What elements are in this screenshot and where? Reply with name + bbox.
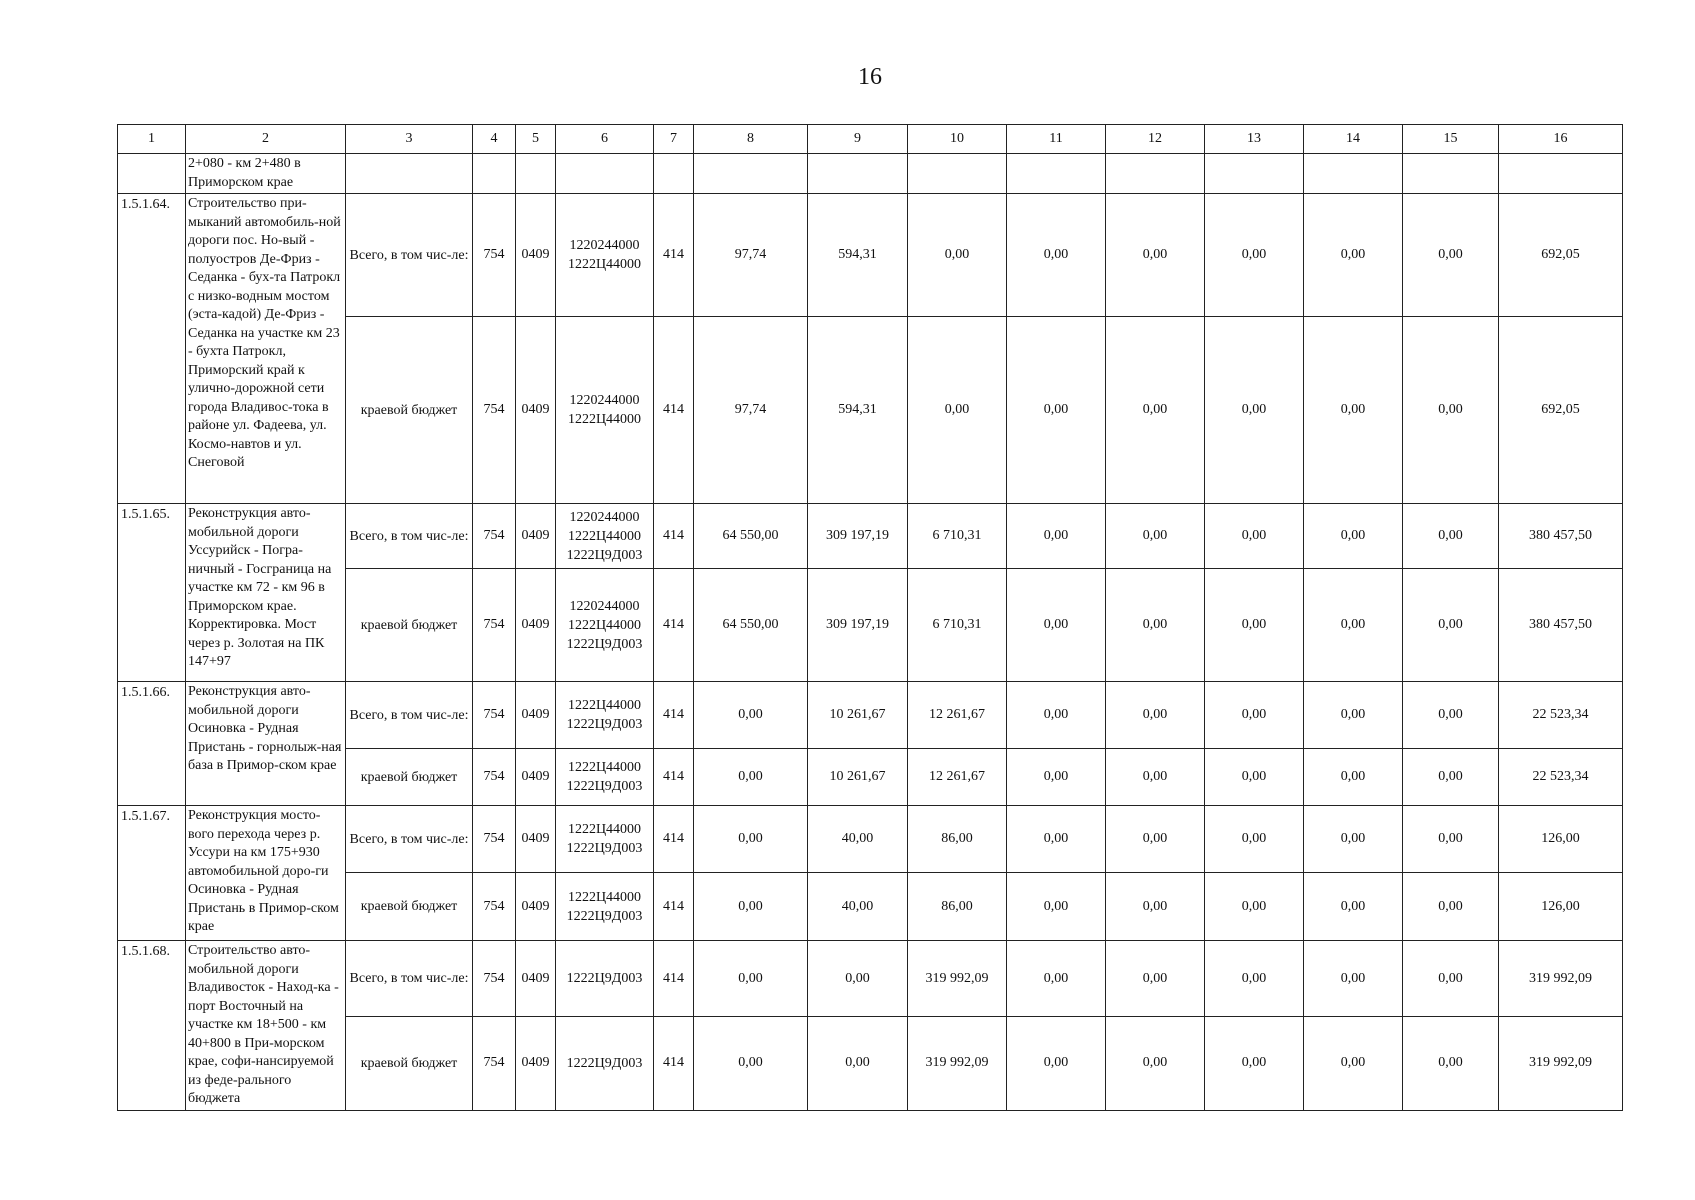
value-cell: 0,00 [1304, 1017, 1403, 1110]
kbk-code: 1222Ц9Д003 [566, 841, 643, 856]
funding-source: Всего, в том чис-ле: [346, 194, 473, 317]
kbk-code: 1220244000 [569, 238, 640, 253]
column-header: 15 [1403, 125, 1499, 154]
empty-cell [908, 154, 1007, 194]
value-cell: 0,00 [1106, 682, 1205, 749]
kbk-codes [556, 749, 654, 806]
kbk-code: 1222Ц9Д003 [566, 547, 643, 563]
value-cell: 0,00 [1007, 806, 1106, 873]
code-cell: 754 [473, 749, 516, 806]
value-cell: 0,00 [694, 941, 808, 1017]
code-cell: 0409 [516, 873, 556, 941]
page-number: 16 [858, 64, 882, 90]
value-cell: 319 992,09 [1499, 1017, 1623, 1110]
value-cell: 0,00 [1403, 682, 1499, 749]
code-cell: 0409 [516, 806, 556, 873]
value-cell: 0,00 [1007, 317, 1106, 504]
code-cell: 754 [473, 873, 516, 941]
kbk-code: 1222Ц9Д003 [566, 717, 643, 732]
kbk-codes [556, 941, 654, 1017]
code-cell: 754 [473, 1017, 516, 1110]
value-cell: 692,05 [1499, 317, 1623, 504]
kbk-code: 1220244000 [569, 509, 640, 525]
kbk-codes [556, 504, 654, 569]
value-cell: 692,05 [1499, 194, 1623, 317]
kbk-code: 1222Ц9Д003 [566, 971, 643, 987]
column-header: 4 [473, 125, 516, 154]
funding-source: краевой бюджет [346, 749, 473, 806]
value-cell: 0,00 [1403, 317, 1499, 504]
column-header: 1 [118, 125, 186, 154]
code-cell: 414 [654, 504, 694, 569]
kbk-code: 1222Ц9Д003 [566, 636, 643, 652]
value-cell: 64 550,00 [694, 569, 808, 682]
code-cell: 754 [473, 682, 516, 749]
value-cell: 0,00 [1304, 749, 1403, 806]
code-cell: 754 [473, 504, 516, 569]
empty-cell [118, 154, 186, 194]
value-cell: 0,00 [1304, 194, 1403, 317]
value-cell: 0,00 [694, 1017, 808, 1110]
value-cell: 0,00 [1205, 317, 1304, 504]
value-cell: 0,00 [1007, 682, 1106, 749]
object-name: 2+080 - км 2+480 в Приморском крае [186, 154, 346, 194]
code-cell: 0409 [516, 749, 556, 806]
value-cell: 0,00 [1007, 941, 1106, 1017]
kbk-code: 1222Ц9Д003 [566, 1055, 643, 1071]
empty-cell [473, 154, 516, 194]
value-cell: 0,00 [1205, 682, 1304, 749]
value-cell: 0,00 [1007, 194, 1106, 317]
kbk-codes [556, 806, 654, 873]
value-cell: 22 523,34 [1499, 749, 1623, 806]
value-cell: 0,00 [908, 317, 1007, 504]
column-header: 8 [694, 125, 808, 154]
empty-cell [346, 154, 473, 194]
value-cell: 0,00 [1403, 569, 1499, 682]
kbk-codes [556, 569, 654, 682]
value-cell: 319 992,09 [908, 941, 1007, 1017]
value-cell: 0,00 [1403, 941, 1499, 1017]
kbk-code: 1222Ц9Д003 [566, 908, 643, 924]
empty-cell [1499, 154, 1623, 194]
funding-source: краевой бюджет [346, 569, 473, 682]
value-cell: 97,74 [694, 317, 808, 504]
item-number: 1.5.1.65. [118, 504, 186, 682]
kbk-code: 1222Ц44000 [567, 822, 642, 837]
value-cell: 40,00 [808, 806, 908, 873]
continuation-row [118, 154, 1623, 194]
column-header: 6 [556, 125, 654, 154]
value-cell: 0,00 [808, 941, 908, 1017]
item-number: 1.5.1.66. [118, 682, 186, 806]
code-cell: 0409 [516, 194, 556, 317]
column-header: 16 [1499, 125, 1623, 154]
value-cell: 0,00 [1007, 504, 1106, 569]
column-header: 3 [346, 125, 473, 154]
value-cell: 0,00 [1403, 1017, 1499, 1110]
column-header: 14 [1304, 125, 1403, 154]
code-cell: 0409 [516, 317, 556, 504]
code-cell: 0409 [516, 941, 556, 1017]
value-cell: 380 457,50 [1499, 504, 1623, 569]
value-cell: 0,00 [694, 749, 808, 806]
kbk-codes [556, 682, 654, 749]
empty-cell [1304, 154, 1403, 194]
code-cell: 414 [654, 194, 694, 317]
value-cell: 0,00 [1304, 317, 1403, 504]
value-cell: 594,31 [808, 194, 908, 317]
value-cell: 0,00 [1403, 873, 1499, 941]
value-cell: 0,00 [1304, 941, 1403, 1017]
code-cell: 754 [473, 194, 516, 317]
kbk-codes [556, 317, 654, 504]
value-cell: 0,00 [1205, 194, 1304, 317]
kbk-codes [556, 873, 654, 941]
column-header: 2 [186, 125, 346, 154]
value-cell: 0,00 [1106, 806, 1205, 873]
value-cell: 309 197,19 [808, 504, 908, 569]
code-cell: 0409 [516, 569, 556, 682]
value-cell: 0,00 [1304, 873, 1403, 941]
kbk-codes [556, 194, 654, 317]
kbk-code: 1220244000 [569, 393, 640, 408]
value-cell: 22 523,34 [1499, 682, 1623, 749]
column-header: 5 [516, 125, 556, 154]
empty-cell [654, 154, 694, 194]
empty-cell [1007, 154, 1106, 194]
code-cell: 414 [654, 749, 694, 806]
value-cell: 0,00 [1106, 194, 1205, 317]
value-cell: 0,00 [1007, 873, 1106, 941]
value-cell: 6 710,31 [908, 569, 1007, 682]
code-cell: 0409 [516, 1017, 556, 1110]
code-cell: 754 [473, 806, 516, 873]
empty-cell [694, 154, 808, 194]
value-cell: 12 261,67 [908, 682, 1007, 749]
object-name: Реконструкция мосто-вого перехода через р. Уссури на км 175+930 автомобильной доро-ги Осиновка - Рудная Пристань в Примор-ском крае [186, 806, 346, 941]
value-cell: 0,00 [1304, 569, 1403, 682]
kbk-code: 1220244000 [569, 598, 640, 614]
value-cell: 0,00 [1106, 749, 1205, 806]
header-row [118, 125, 1623, 154]
value-cell: 0,00 [1304, 682, 1403, 749]
table-row [118, 806, 1623, 873]
empty-cell [516, 154, 556, 194]
column-header: 11 [1007, 125, 1106, 154]
column-header: 10 [908, 125, 1007, 154]
code-cell: 414 [654, 317, 694, 504]
column-header: 13 [1205, 125, 1304, 154]
value-cell: 0,00 [1304, 504, 1403, 569]
code-cell: 754 [473, 941, 516, 1017]
value-cell: 0,00 [694, 682, 808, 749]
value-cell: 10 261,67 [808, 749, 908, 806]
value-cell: 0,00 [1304, 806, 1403, 873]
item-number: 1.5.1.64. [118, 194, 186, 504]
value-cell: 0,00 [1106, 941, 1205, 1017]
value-cell: 10 261,67 [808, 682, 908, 749]
value-cell: 0,00 [1106, 504, 1205, 569]
code-cell: 0409 [516, 682, 556, 749]
table-row [118, 194, 1623, 317]
funding-source: Всего, в том чис-ле: [346, 504, 473, 569]
value-cell: 0,00 [1106, 569, 1205, 682]
value-cell: 0,00 [1007, 749, 1106, 806]
value-cell: 0,00 [808, 1017, 908, 1110]
object-name: Реконструкция авто-мобильной дороги Уссурийск - Погра-ничный - Госграница на участке км 72 - км 96 в Приморском крае. Корректировка. Мост через р. Золотая на ПК 147+97 [186, 504, 346, 682]
funding-source: краевой бюджет [346, 873, 473, 941]
value-cell: 0,00 [1106, 1017, 1205, 1110]
object-name: Строительство при-мыканий автомобиль-ной дороги пос. Но-вый - полуостров Де-Фриз - Седанка - бух-та Патрокл с низко-водным мостом (эста-кадой) Де-Фриз - Седанка на участке км 23 - бухта Патрокл, Приморский край к улично-дорожной сети города Владивос-тока в районе ул. Фадеева, ул. Космо-навтов и ул. Снеговой [186, 194, 346, 504]
item-number: 1.5.1.68. [118, 941, 186, 1111]
code-cell: 414 [654, 1017, 694, 1110]
value-cell: 319 992,09 [1499, 941, 1623, 1017]
value-cell: 86,00 [908, 873, 1007, 941]
kbk-code: 1222Ц44000 [567, 412, 642, 427]
column-header: 7 [654, 125, 694, 154]
empty-cell [556, 154, 654, 194]
code-cell: 754 [473, 569, 516, 682]
table-row [118, 504, 1623, 569]
code-cell: 414 [654, 873, 694, 941]
code-cell: 754 [473, 317, 516, 504]
value-cell: 309 197,19 [808, 569, 908, 682]
value-cell: 0,00 [1007, 569, 1106, 682]
object-name: Реконструкция авто-мобильной дороги Осиновка - Рудная Пристань - горнолыж-ная база в Примор-ском крае [186, 682, 346, 806]
funding-source: Всего, в том чис-ле: [346, 941, 473, 1017]
code-cell: 414 [654, 682, 694, 749]
object-name: Строительство авто-мобильной дороги Владивосток - Наход-ка - порт Восточный на участке км 18+500 - км 40+800 в При-морском крае, софи-нансируемой из феде-рального бюджета [186, 941, 346, 1111]
value-cell: 0,00 [1007, 1017, 1106, 1110]
value-cell: 0,00 [1205, 504, 1304, 569]
empty-cell [1106, 154, 1205, 194]
value-cell: 0,00 [1205, 873, 1304, 941]
kbk-code: 1222Ц44000 [567, 698, 642, 713]
kbk-code: 1222Ц44000 [567, 617, 642, 633]
value-cell: 0,00 [694, 873, 808, 941]
empty-cell [1403, 154, 1499, 194]
value-cell: 0,00 [1403, 806, 1499, 873]
kbk-code: 1222Ц44000 [567, 528, 642, 544]
value-cell: 0,00 [908, 194, 1007, 317]
table-row [118, 682, 1623, 749]
code-cell: 414 [654, 806, 694, 873]
code-cell: 414 [654, 941, 694, 1017]
value-cell: 0,00 [694, 806, 808, 873]
kbk-code: 1222Ц44000 [567, 760, 642, 775]
value-cell: 40,00 [808, 873, 908, 941]
empty-cell [808, 154, 908, 194]
value-cell: 0,00 [1205, 1017, 1304, 1110]
value-cell: 0,00 [1106, 317, 1205, 504]
item-number: 1.5.1.67. [118, 806, 186, 941]
value-cell: 594,31 [808, 317, 908, 504]
value-cell: 0,00 [1205, 749, 1304, 806]
code-cell: 414 [654, 569, 694, 682]
kbk-codes [556, 1017, 654, 1110]
value-cell: 0,00 [1205, 941, 1304, 1017]
value-cell: 64 550,00 [694, 504, 808, 569]
value-cell: 380 457,50 [1499, 569, 1623, 682]
funding-source: Всего, в том чис-ле: [346, 682, 473, 749]
value-cell: 86,00 [908, 806, 1007, 873]
column-header: 9 [808, 125, 908, 154]
kbk-code: 1222Ц9Д003 [566, 779, 643, 794]
kbk-code: 1222Ц44000 [567, 257, 642, 272]
column-header: 12 [1106, 125, 1205, 154]
value-cell: 0,00 [1403, 749, 1499, 806]
funding-source: краевой бюджет [346, 317, 473, 504]
funding-source: краевой бюджет [346, 1017, 473, 1110]
value-cell: 126,00 [1499, 873, 1623, 941]
value-cell: 97,74 [694, 194, 808, 317]
empty-cell [1205, 154, 1304, 194]
value-cell: 0,00 [1205, 569, 1304, 682]
value-cell: 6 710,31 [908, 504, 1007, 569]
value-cell: 319 992,09 [908, 1017, 1007, 1110]
code-cell: 0409 [516, 504, 556, 569]
kbk-code: 1222Ц44000 [567, 889, 642, 905]
budget-table [117, 124, 1623, 1111]
value-cell: 126,00 [1499, 806, 1623, 873]
value-cell: 0,00 [1403, 504, 1499, 569]
value-cell: 0,00 [1106, 873, 1205, 941]
value-cell: 0,00 [1205, 806, 1304, 873]
value-cell: 12 261,67 [908, 749, 1007, 806]
table-row [118, 941, 1623, 1017]
value-cell: 0,00 [1403, 194, 1499, 317]
funding-source: Всего, в том чис-ле: [346, 806, 473, 873]
